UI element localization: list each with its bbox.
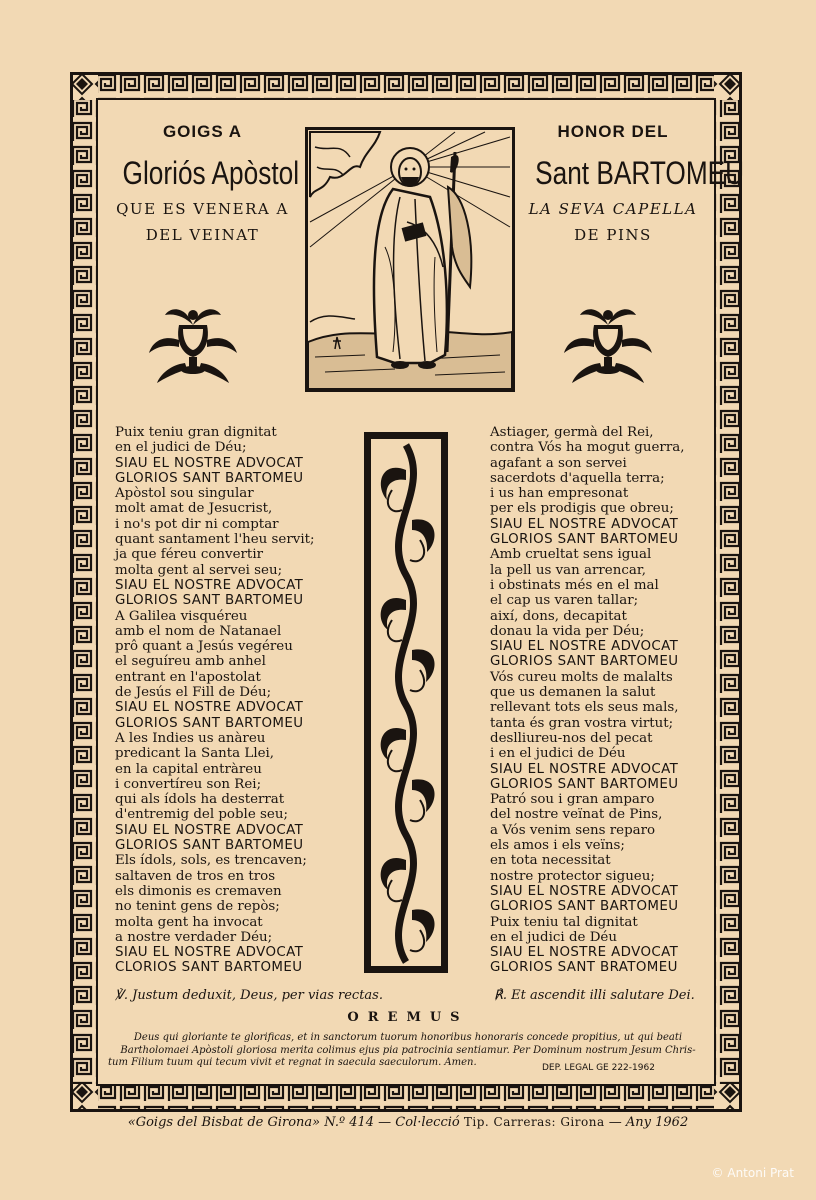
flower-vase-ornament-left	[145, 295, 241, 385]
verse-line: SIAU EL NOSTRE ADVOCAT	[490, 516, 679, 532]
verse-line: per els prodigis que obreu;	[490, 501, 674, 517]
verse-line: Puix teniu tal dignitat	[490, 914, 638, 930]
verse-line: saltaven de tros en tros	[115, 868, 276, 884]
header-right-line2: Sant BARTOMEU	[535, 155, 745, 191]
verse-line: SIAU EL NOSTRE ADVOCAT	[490, 945, 679, 961]
header-left	[105, 122, 300, 248]
verse-line: rellevant tots els seus mals,	[490, 700, 679, 716]
header-right-line1: HONOR DEL	[557, 122, 669, 141]
verse-line: GLORIOS SANT BARTOMEU	[490, 899, 679, 915]
verse-line: del nostre veïnat de Pins,	[490, 807, 663, 823]
verse-line: la pell us van arrencar,	[490, 562, 647, 578]
verse-line: Amb crueltat sens igual	[490, 547, 652, 563]
verse-line: Els ídols, sols, es trencaven;	[115, 853, 307, 869]
verse-line: quant santament l'heu servit;	[115, 532, 315, 548]
verse-line: SIAU EL NOSTRE ADVOCAT	[115, 455, 304, 471]
verse-line: GLORIOS SANT BARTOMEU	[115, 593, 304, 609]
verse-line: a Vós venim sens reparo	[490, 822, 656, 838]
verse-right-column	[490, 425, 684, 976]
verse-line: els amos i els veïns;	[490, 838, 625, 854]
footer-collection: «Goigs del Bisbat de Girona» N.º 414 — Col·lecció	[127, 1115, 460, 1130]
verse-line: molta gent al servei seu;	[115, 562, 283, 578]
oremus-heading: OREMUS	[347, 1010, 469, 1025]
verse-line: SIAU EL NOSTRE ADVOCAT	[115, 945, 304, 961]
verse-line: SIAU EL NOSTRE ADVOCAT	[490, 883, 679, 899]
verse-line: Vós cureu molts de malalts	[490, 669, 673, 685]
verse-line: donau la vida per Déu;	[490, 623, 645, 639]
footer-printer: Tip. Carreras: Girona	[463, 1115, 605, 1129]
header-right-line4: DE PINS	[574, 226, 652, 244]
verse-line: SIAU EL NOSTRE ADVOCAT	[490, 761, 679, 777]
verse-line: i en el judici de Déu	[490, 746, 626, 762]
verse-line: SIAU EL NOSTRE ADVOCAT	[115, 577, 304, 593]
prayer-line: Deus qui gloriante te glorificas, et in sanctorum tuorum honoribus honoraris concede propitius, ut qui beati	[133, 1032, 683, 1043]
verse-line: GLORIOS SANT BARTOMEU	[490, 654, 679, 670]
verse-line: predicant la Santa Llei,	[115, 746, 275, 762]
dep-legal: DEP. LEGAL GE 222-1962	[542, 1063, 655, 1073]
verse-line: A les Indies us anàreu	[115, 730, 266, 746]
verse-line: en tota necessitat	[490, 853, 611, 869]
verse-left-column	[115, 425, 315, 976]
header-right-line3: LA SEVA CAPELLA	[528, 200, 698, 218]
verse-line: GLORIOS SANT BARTOMEU	[115, 470, 304, 486]
verse-line: molt amat de Jesucrist,	[115, 501, 273, 517]
verse-line: nostre protector sigueu;	[490, 868, 655, 884]
verse-line: i obstinats més en el mal	[490, 577, 659, 593]
footer-credit	[0, 1115, 816, 1130]
verse-line: entrant en l'apostolat	[115, 669, 261, 685]
verse-line: el cap us varen tallar;	[490, 593, 639, 609]
versicle-right: ℟. Et ascendit illi salutare Dei.	[494, 988, 695, 1003]
verse-line: agafant a son servei	[490, 455, 627, 471]
header-left-line3: QUE ES VENERA A	[116, 200, 289, 218]
verse-line: GLORIOS SANT BRATOMEU	[490, 960, 678, 976]
verse-line: deslliureu-nos del pecat	[490, 730, 653, 746]
verse-line: SIAU EL NOSTRE ADVOCAT	[115, 822, 304, 838]
verse-line: prô quant a Jesús vegéreu	[115, 639, 293, 655]
verse-line: GLORIOS SANT BARTOMEU	[115, 838, 304, 854]
verse-line: en la capital entràreu	[115, 761, 262, 777]
verse-line: tanta és gran vostra virtut;	[490, 715, 674, 731]
verse-line: SIAU EL NOSTRE ADVOCAT	[490, 639, 679, 655]
verse-line: molta gent ha invocat	[115, 914, 263, 930]
verse-line: A Galilea visquéreu	[115, 608, 248, 624]
copyright-watermark: © Antoni Prat	[711, 1166, 794, 1180]
verse-line: i us han empresonat	[490, 486, 629, 502]
verse-line: CLORIOS SANT BARTOMEU	[115, 960, 303, 976]
verse-line: contra Vós ha mogut guerra,	[490, 440, 685, 456]
verse-line: GLORIOS SANT BARTOMEU	[115, 715, 304, 731]
verse-line: ja que féreu convertir	[115, 547, 263, 563]
verse-line: Astiager, germà del Rei,	[490, 425, 654, 440]
prayer-line: tum Filium tuum qui tecum vivit et regnat in saecula saeculorum. Amen.	[108, 1057, 477, 1068]
verse-line: així, dons, decapitat	[490, 608, 627, 624]
prayer-line: Bartholomaei Apòstoli gloriosa merita colimus ejus pia patrocinia sentiamur. Per Dominum nostrum Jesum Chris-	[120, 1044, 696, 1056]
acanthus-scroll-panel	[362, 430, 450, 975]
verse-line: amb el nom de Natanael	[115, 623, 282, 639]
flower-vase-ornament-right	[560, 295, 656, 385]
header-left-line4: DEL VEINAT	[145, 226, 260, 244]
verse-line: que us demanen la salut	[490, 685, 656, 701]
verse-line: Patró sou i gran amparo	[490, 792, 655, 808]
verse-line: el seguíreu amb anhel	[115, 654, 266, 670]
header-right	[518, 122, 745, 248]
verse-line: de Jesús el Fill de Déu;	[115, 685, 272, 701]
verse-line: GLORIOS SANT BARTOMEU	[490, 776, 679, 792]
verse-line: Apòstol sou singular	[115, 486, 254, 502]
verse-line: en el judici de Déu	[490, 929, 617, 945]
verse-line: sacerdots d'aquella terra;	[490, 470, 665, 486]
header-left-line1: GOIGS A	[162, 122, 243, 141]
verse-line: Puix teniu gran dignitat	[115, 425, 277, 440]
verse-line: i no's pot dir ni comptar	[115, 516, 279, 532]
verse-line: els dimonis es cremaven	[115, 883, 282, 899]
saint-bartholomew-woodcut	[305, 127, 515, 392]
verse-line: GLORIOS SANT BARTOMEU	[490, 532, 679, 548]
verse-line: qui als ídols ha desterrat	[115, 792, 285, 808]
verse-line: i convertíreu son Rei;	[115, 776, 262, 792]
verse-line: en el judici de Déu;	[115, 440, 247, 456]
verse-line: no tenint gens de repòs;	[115, 899, 280, 915]
verse-line: SIAU EL NOSTRE ADVOCAT	[115, 700, 304, 716]
footer-year: — Any 1962	[608, 1115, 689, 1130]
header-left-line2: Gloriós Apòstol	[122, 155, 300, 191]
versicle-left: ℣. Justum deduxit, Deus, per vias rectas.	[115, 988, 383, 1003]
verse-line: a nostre verdader Déu;	[115, 929, 273, 945]
verse-line: d'entremig del poble seu;	[115, 807, 288, 823]
